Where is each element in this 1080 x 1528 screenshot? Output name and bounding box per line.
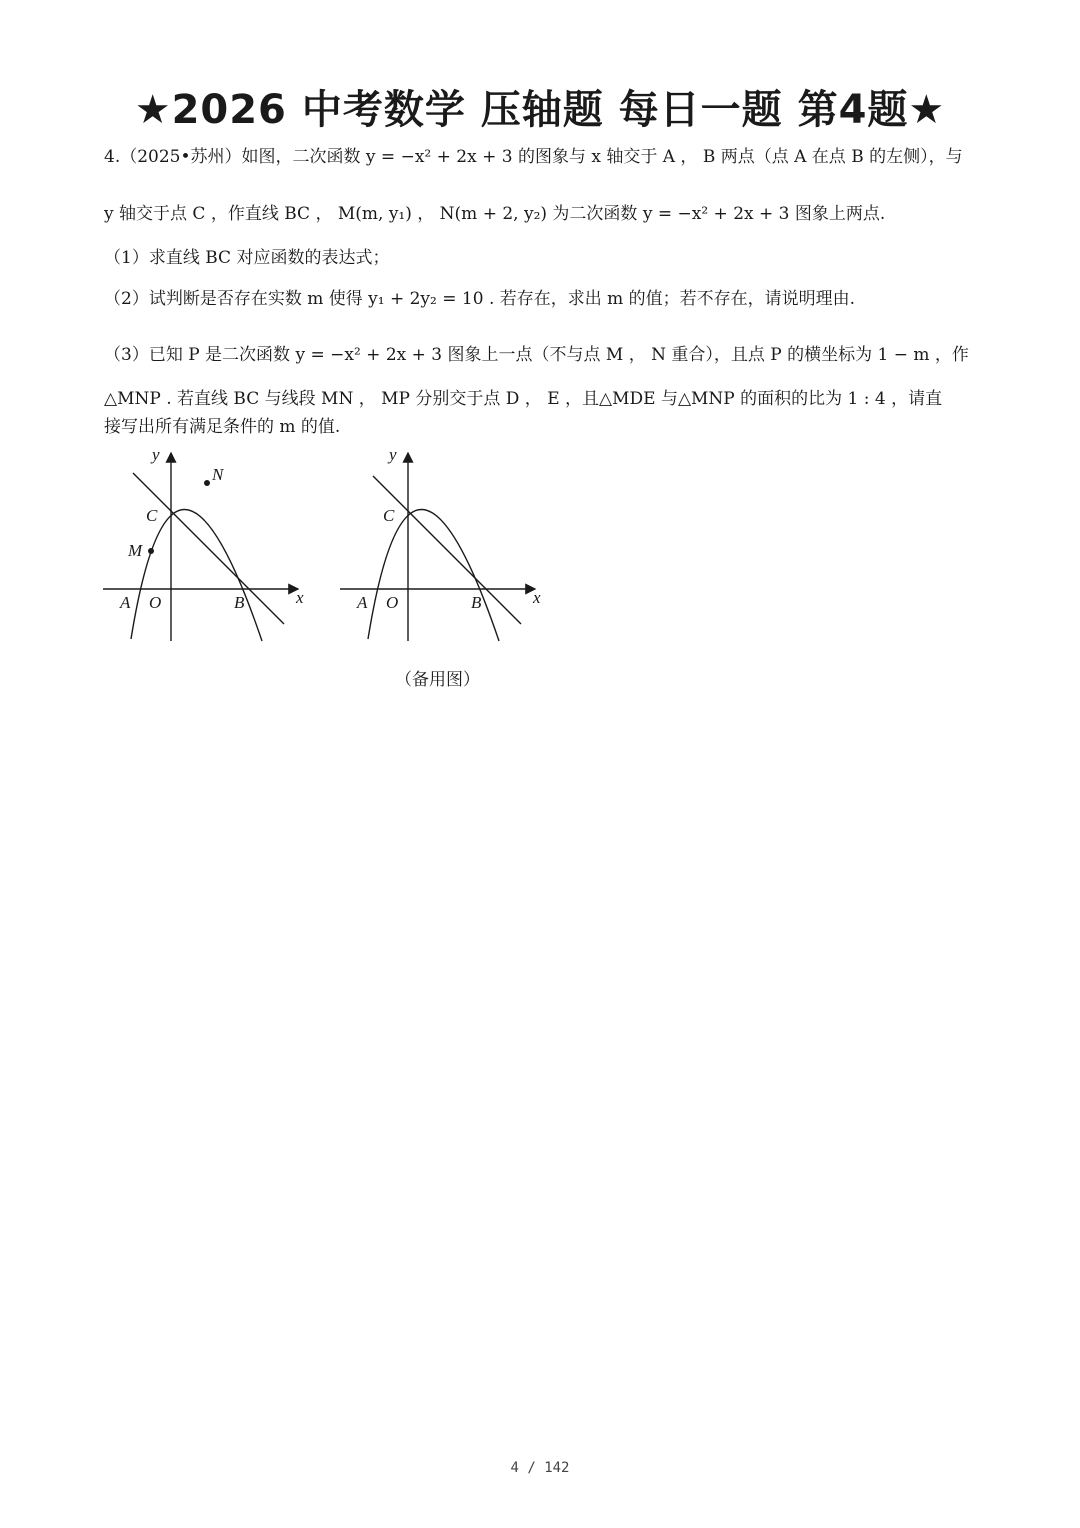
- figure-main-graph: [100, 443, 315, 652]
- figure-caption: （备用图）: [395, 670, 480, 690]
- label-x: x: [533, 588, 541, 607]
- question-part-2: （2）试判断是否存在实数 m 使得 y₁ + 2y₂ = 10 . 若存在，求出 m 的值；若不存在，请说明理由.: [104, 289, 856, 309]
- label-a: A: [357, 593, 368, 612]
- problem-line-2: y 轴交于点 C ，作直线 BC ， M(m, y₁) ， N(m + 2, y₂) 为二次函数 y = −x² + 2x + 3 图象上两点.: [104, 204, 886, 224]
- label-b: B: [471, 593, 482, 612]
- problem-line-1: 4.（2025•苏州）如图，二次函数 y = −x² + 2x + 3 的图象与 x 轴交于 A ， B 两点（点 A 在点 B 的左侧），与: [104, 147, 963, 167]
- label-b: B: [234, 593, 245, 612]
- parabola-curve: [368, 509, 499, 641]
- question-part-3-line-3: 接写出所有满足条件的 m 的值.: [104, 417, 341, 437]
- label-y: y: [389, 445, 397, 464]
- label-x: x: [296, 588, 304, 607]
- point-m: [148, 548, 154, 554]
- page-title: ★2026 中考数学 压轴题 每日一题 第4题★: [134, 87, 946, 133]
- label-y: y: [152, 445, 160, 464]
- label-a: A: [120, 593, 131, 612]
- label-c: C: [383, 506, 395, 525]
- question-part-1: （1）求直线 BC 对应函数的表达式；: [104, 248, 390, 268]
- question-part-3-line-1: （3）已知 P 是二次函数 y = −x² + 2x + 3 图象上一点（不与点 M ， N 重合），且点 P 的横坐标为 1 − m ，作: [104, 345, 969, 365]
- label-m: M: [128, 541, 143, 560]
- page-number: 4 / 142: [510, 1460, 570, 1476]
- parabola-curve: [131, 509, 262, 641]
- label-o: O: [386, 593, 399, 612]
- label-o: O: [149, 593, 162, 612]
- point-n: [204, 480, 210, 486]
- label-c: C: [146, 506, 158, 525]
- question-part-3-line-2: △MNP . 若直线 BC 与线段 MN ， MP 分别交于点 D ， E ，且△MDE 与△MNP 的面积的比为 1 : 4 ，请直: [104, 389, 943, 409]
- figure-backup-graph: [337, 443, 552, 652]
- label-n: N: [212, 465, 224, 484]
